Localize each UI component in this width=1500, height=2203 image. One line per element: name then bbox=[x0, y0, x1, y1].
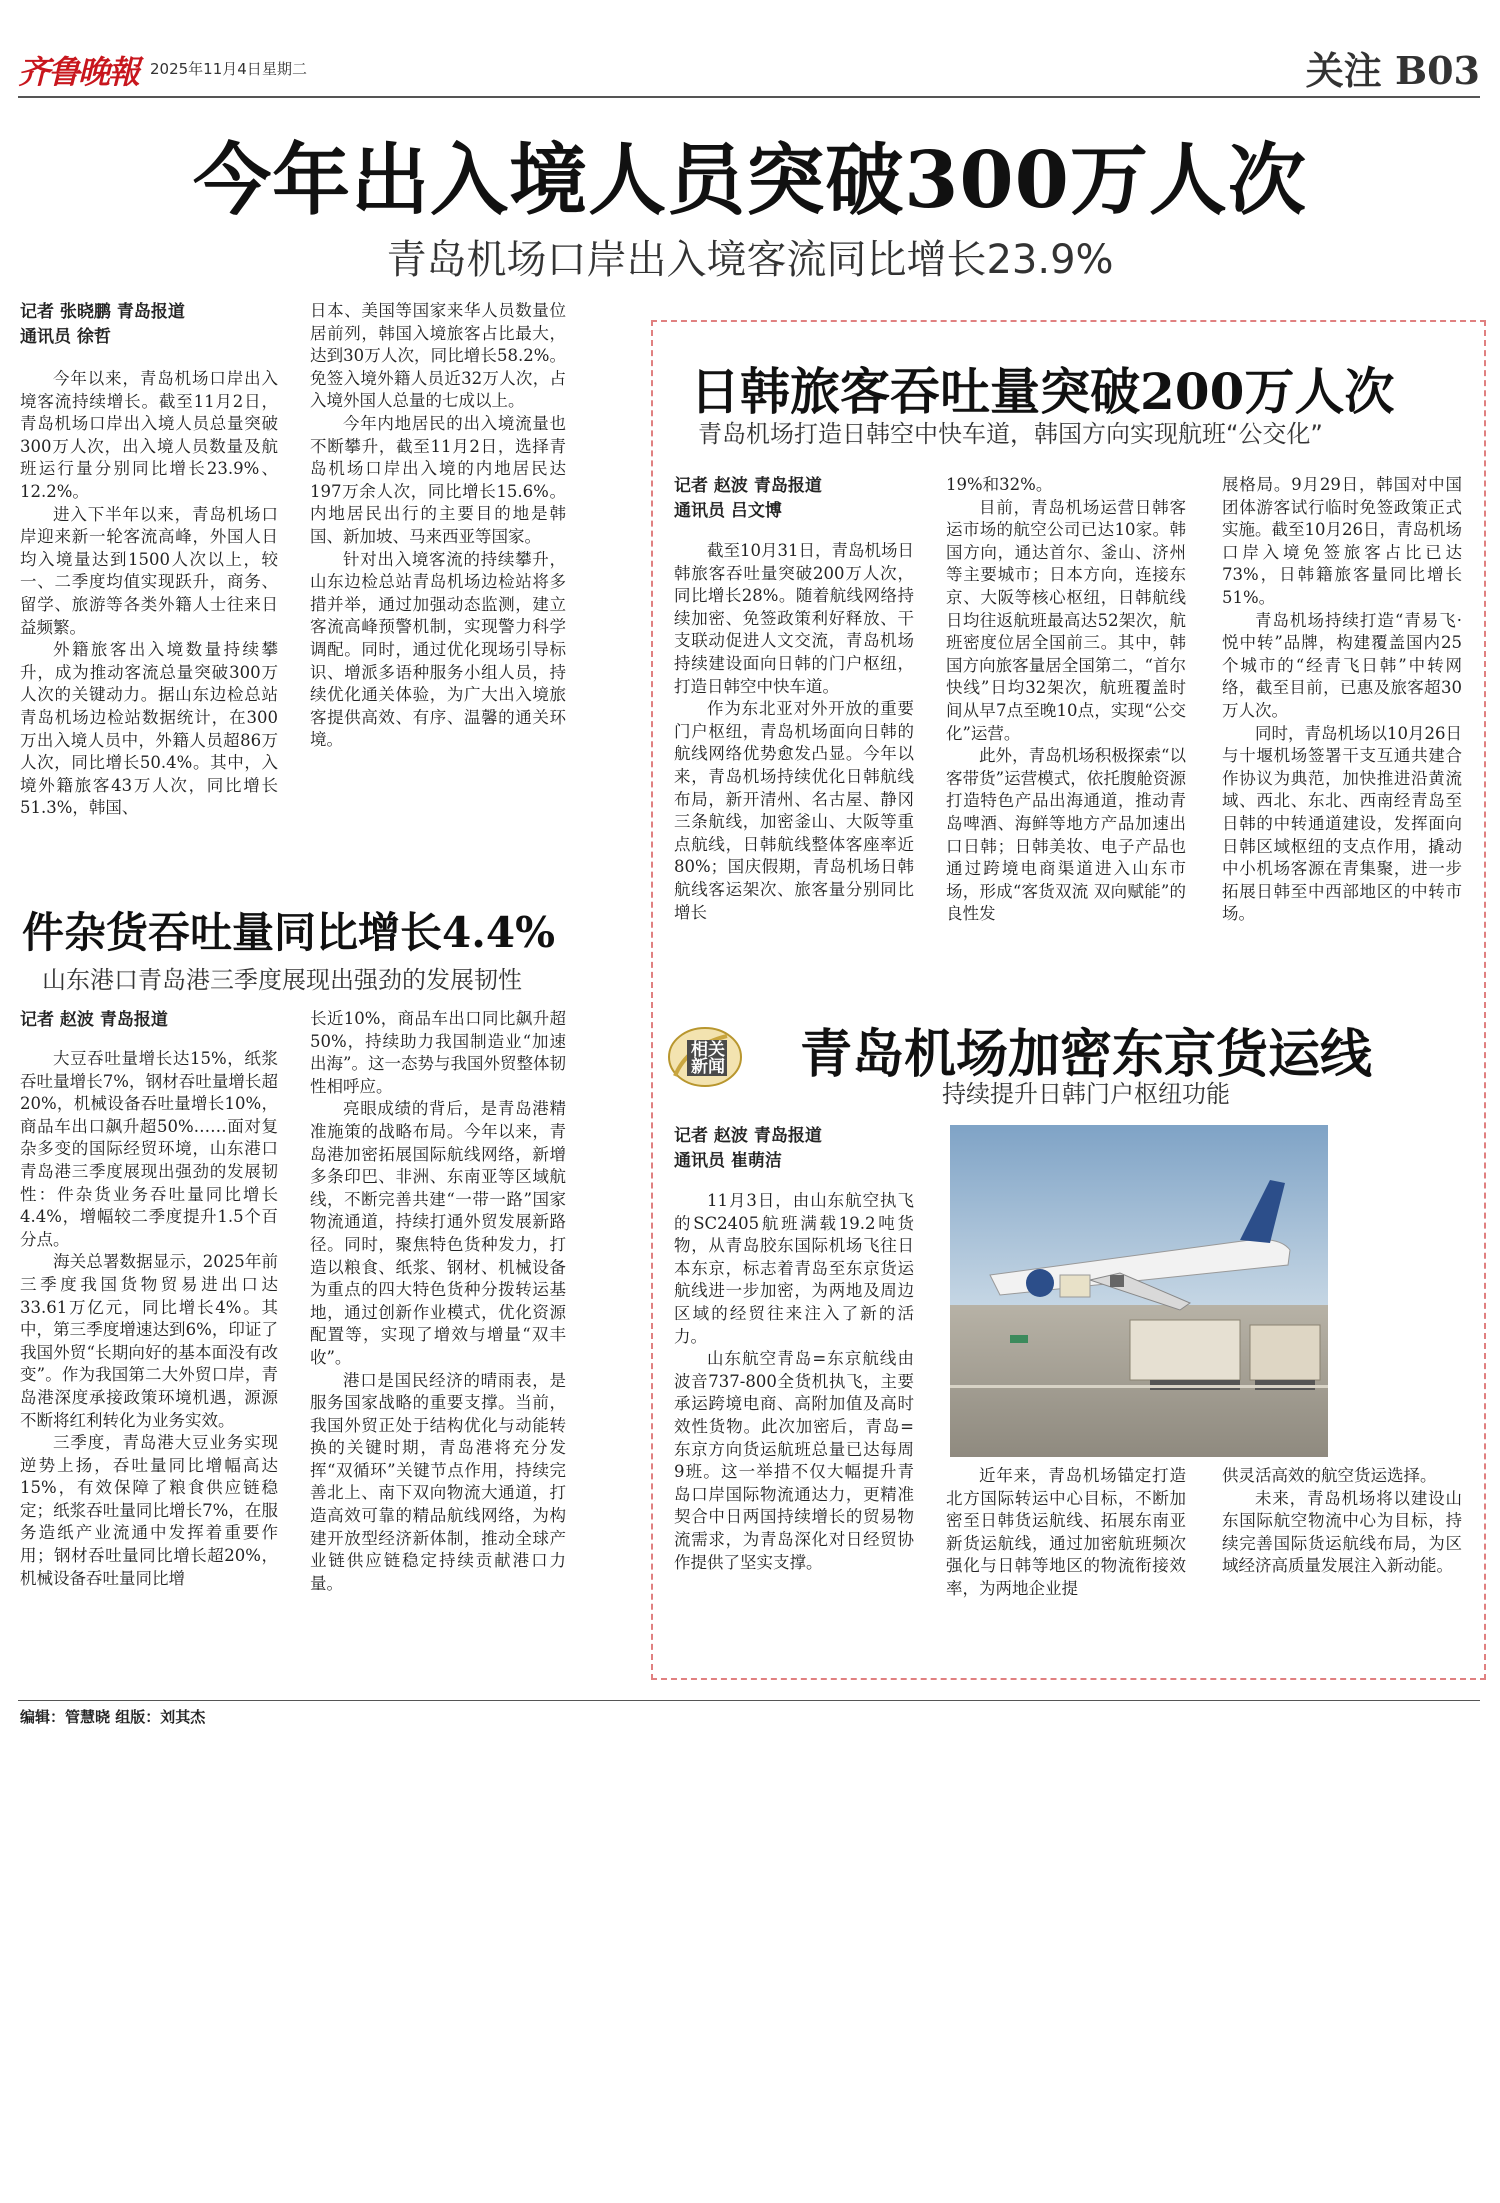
issue-weekday: 星期二 bbox=[262, 60, 308, 78]
related-news-label: 相关新闻 bbox=[691, 1040, 725, 1077]
cargo-article-col1 bbox=[20, 1048, 278, 1590]
section-page-label: 关注 B03 bbox=[1305, 48, 1480, 93]
paragraph: 针对出入境客流的持续攀升，山东边检总站青岛机场边检站将多措并举，通过加强动态监测，建立客流高峰预警机制，实现警力科学调配。同时，通过优化现场引导标识、增派多语种服务小组人员，持续优化通关体验，为广大出入境旅客提供高效、有序、温馨的通关环境。 bbox=[310, 549, 566, 750]
korea-byline-correspondent: 通讯员 吕文博 bbox=[674, 501, 782, 521]
cargo-article-col2 bbox=[310, 1008, 566, 1595]
paragraph: 同时，青岛机场以10月26日与十堰机场签署干支互通共建合作协议为典范，加快推进沿黄流域、西北、东北、西南经青岛至日韩的中转通道建设，发挥面向日韩区域枢纽的支点作用，撬动中小机场客源在青集聚，进一步拓展日韩至中西部地区的中转市场。 bbox=[1222, 723, 1462, 924]
newspaper-logo: 齐鲁晚報 bbox=[18, 53, 139, 91]
tokyo-subheadline: 持续提升日韩门户枢纽功能 bbox=[942, 1080, 1230, 1108]
cargo-headline: 件杂货吞吐量同比增长4.4% bbox=[22, 908, 555, 957]
editor-credits: 编辑：管慧晓 组版：刘其杰 bbox=[20, 1708, 206, 1726]
paragraph: 今年以来，青岛机场口岸出入境客流持续增长。截至11月2日，青岛机场口岸出入境人员总量突破300万人次，出入境人员数量及航班运行量分别同比增长23.9%、12.2%。 bbox=[20, 369, 278, 501]
tokyo-article-col3 bbox=[1222, 1465, 1462, 1578]
paragraph: 山东航空青岛=东京航线由波音737-800全货机执飞，主要承运跨境电商、高附加值及高时效性货物。此次加密后，青岛=东京方向货运航班总量已达每周9班。这一举措不仅大幅提升青岛口岸国际物流通达力，更精准契合中日两国持续增长的贸易物流需求，为青岛深化对日经贸协作提供了坚实支撑。 bbox=[674, 1349, 914, 1572]
paragraph: 外籍旅客出入境数量持续攀升，成为推动客流总量突破300万人次的关键动力。据山东边检总站青岛机场边检站数据统计，在300万出入境人员中，外籍人员超86万人次，同比增长50.4%。其中，入境外籍旅客43万人次，同比增长51.3%，韩国、 bbox=[20, 640, 278, 818]
paragraph: 11月3日，由山东航空执飞的SC2405航班满载19.2吨货物，从青岛胶东国际机场飞往日本东京，标志着青岛至东京货运航线进一步加密，为两地及周边区域的经贸往来注入了新的活力。 bbox=[674, 1191, 914, 1346]
cargo-subheadline: 山东港口青岛港三季度展现出强劲的发展韧性 bbox=[42, 966, 522, 994]
paragraph: 港口是国民经济的晴雨表，是服务国家战略的重要支撑。当前，我国外贸正处于结构优化与动能转换的关键时期，青岛港将充分发挥“双循环”关键节点作用，持续完善北上、南下双向物流大通道，打造高效可靠的精品航线网络，为构建开放型经济新体制，推动全球产业链供应链稳定持续贡献港口力量。 bbox=[310, 1370, 566, 1593]
issue-date: 2025年11月4日 bbox=[150, 60, 262, 78]
paragraph: 日本、美国等国家来华人员数量位居前列，韩国入境旅客占比最大，达到30万人次，同比增长58.2%。免签入境外籍人员近32万人次，占入境外国人总量的七成以上。 bbox=[310, 301, 566, 411]
cargo-plane-illustration bbox=[950, 1125, 1328, 1457]
paragraph: 近年来，青岛机场锚定打造北方国际转运中心目标，不断加密至日韩货运航线、拓展东南亚新货运航线，通过加密航班频次强化与日韩等地区的物流衔接效率，为两地企业提 bbox=[946, 1466, 1186, 1598]
paragraph: 进入下半年以来，青岛机场口岸迎来新一轮客流高峰，外国人日均入境量达到1500人次以上，较一、二季度均值实现跃升，商务、留学、旅游等各类外籍人士往来日益频繁。 bbox=[20, 504, 278, 637]
korea-headline: 日韩旅客吞吐量突破200万人次 bbox=[690, 362, 1395, 421]
paragraph: 此外，青岛机场积极探索“以客带货”运营模式，依托腹舱资源打造特色产品出海通道，推动青岛啤酒、海鲜等地方产品加速出口日韩；日韩美妆、电子产品也通过跨境电商渠道进入山东市场，形成“客货双流 双向赋能”的良性发 bbox=[946, 746, 1186, 924]
tokyo-article-col2 bbox=[946, 1465, 1186, 1601]
related-news-badge bbox=[667, 1026, 743, 1088]
bottom-rule bbox=[18, 1700, 1480, 1701]
korea-byline-reporter: 记者 赵波 青岛报道 bbox=[674, 476, 822, 496]
paragraph: 三季度，青岛港大豆业务实现逆势上扬，吞吐量同比增幅高达15%，有效保障了粮食供应链稳定；纸浆吞吐量同比增长7%，在服务造纸产业流通中发挥着重要作用；钢材吞吐量同比增长超20%，机械设备吞吐量同比增 bbox=[20, 1433, 278, 1588]
paragraph: 海关总署数据显示，2025年前三季度我国货物贸易进出口达33.61万亿元，同比增长4%。其中，第三季度增速达到6%，印证了我国外贸“长期向好的基本面没有改变”。作为我国第二大外贸口岸，青岛港深度承接政策环境机遇，源源不断将红利转化为业务实效。 bbox=[20, 1252, 278, 1430]
paragraph: 未来，青岛机场将以建设山东国际航空物流中心为目标，持续完善国际货运航线布局，为区域经济高质量发展注入新动能。 bbox=[1222, 1488, 1462, 1576]
korea-article-col2 bbox=[946, 474, 1186, 926]
paragraph: 亮眼成绩的背后，是青岛港精准施策的战略布局。今年以来，青岛港加密拓展国际航线网络，新增多条印巴、非洲、东南亚等区域航线，不断完善共建“一带一路”国家物流通道，持续打通外贸发展新路径。同时，聚焦特色货种发力，打造以粮食、纸浆、钢材、机械设备为重点的四大特色货种分拨转运基地，通过创新作业模式，优化资源配置等，实现了增效与增量“双丰收”。 bbox=[310, 1099, 566, 1367]
tokyo-byline-reporter: 记者 赵波 青岛报道 bbox=[674, 1126, 822, 1146]
korea-article-col1 bbox=[674, 540, 914, 924]
tokyo-byline-correspondent: 通讯员 崔萌洁 bbox=[674, 1151, 782, 1171]
paragraph: 供灵活高效的航空货运选择。 bbox=[1222, 1466, 1437, 1485]
main-byline-reporter: 记者 张晓鹏 青岛报道 bbox=[20, 302, 185, 322]
paragraph: 青岛机场持续打造“青易飞·悦中转”品牌，构建覆盖国内25个城市的“经青飞日韩”中转网络，截至目前，已惠及旅客超30万人次。 bbox=[1222, 610, 1462, 720]
main-article-col1 bbox=[20, 368, 278, 820]
main-subheadline: 青岛机场口岸出入境客流同比增长23.9% bbox=[386, 237, 1114, 283]
main-headline: 今年出入境人员突破300万人次 bbox=[193, 135, 1307, 226]
top-rule bbox=[18, 96, 1480, 98]
cargo-byline: 记者 赵波 青岛报道 bbox=[20, 1010, 168, 1030]
tokyo-article-col1 bbox=[674, 1190, 914, 1574]
main-byline-correspondent: 通讯员 徐哲 bbox=[20, 327, 111, 347]
paragraph: 长近10%，商品车出口同比飙升超50%，持续助力我国制造业“加速出海”。这一态势与我国外贸整体韧性相呼应。 bbox=[310, 1009, 566, 1096]
paragraph: 截至10月31日，青岛机场日韩旅客吞吐量突破200万人次，同比增长28%。随着航线网络持续加密、免签政策利好释放、干支联动促进人文交流，青岛机场持续建设面向日韩的门户枢纽，打造日韩空中快车道。 bbox=[674, 541, 914, 696]
main-article-col2 bbox=[310, 300, 566, 752]
paragraph: 19%和32%。 bbox=[946, 475, 1053, 494]
tokyo-headline: 青岛机场加密东京货运线 bbox=[800, 1024, 1373, 1085]
korea-subheadline: 青岛机场打造日韩空中快车道，韩国方向实现航班“公交化” bbox=[698, 420, 1323, 448]
korea-article-col3 bbox=[1222, 474, 1462, 926]
paragraph: 展格局。9月29日，韩国对中国团体游客试行临时免签政策正式实施。截至10月26日，青岛机场口岸入境免签旅客占比已达73%，日韩籍旅客量同比增长51%。 bbox=[1222, 475, 1462, 607]
paragraph: 目前，青岛机场运营日韩客运市场的航空公司已达10家。韩国方向，通达首尔、釜山、济州等主要城市；日本方向，连接东京、大阪等核心枢纽，日韩航线日均往返航班最高达52架次，航班密度位居全国前三。其中，韩国方向旅客量居全国第二，“首尔快线”日均32架次，航班覆盖时间从早7点至晚10点，实现“公交化”运营。 bbox=[946, 497, 1186, 743]
cargo-plane-photo bbox=[950, 1125, 1328, 1457]
paragraph: 作为东北亚对外开放的重要门户枢纽，青岛机场面向日韩的航线网络优势愈发凸显。今年以来，青岛机场持续优化日韩航线布局，新开清州、名古屋、静冈三条航线，加密釜山、大阪等重点航线，日韩航线整体客座率近80%；国庆假期，青岛机场日韩航线客运架次、旅客量分别同比增长 bbox=[674, 699, 914, 922]
paragraph: 今年内地居民的出入境流量也不断攀升，截至11月2日，选择青岛机场口岸出入境的内地居民达197万余人次，同比增长15.6%。内地居民出行的主要目的地是韩国、新加坡、马来西亚等国家。 bbox=[310, 413, 566, 546]
paragraph: 大豆吞吐量增长达15%，纸浆吞吐量增长7%，钢材吞吐量增长超20%，机械设备吞吐量增长10%，商品车出口飙升超50%……面对复杂多变的国际经贸环境，山东港口青岛港三季度展现出强劲的发展韧性：件杂货业务吞吐量同比增长4.4%，增幅较二季度提升1.5个百分点。 bbox=[20, 1049, 278, 1249]
